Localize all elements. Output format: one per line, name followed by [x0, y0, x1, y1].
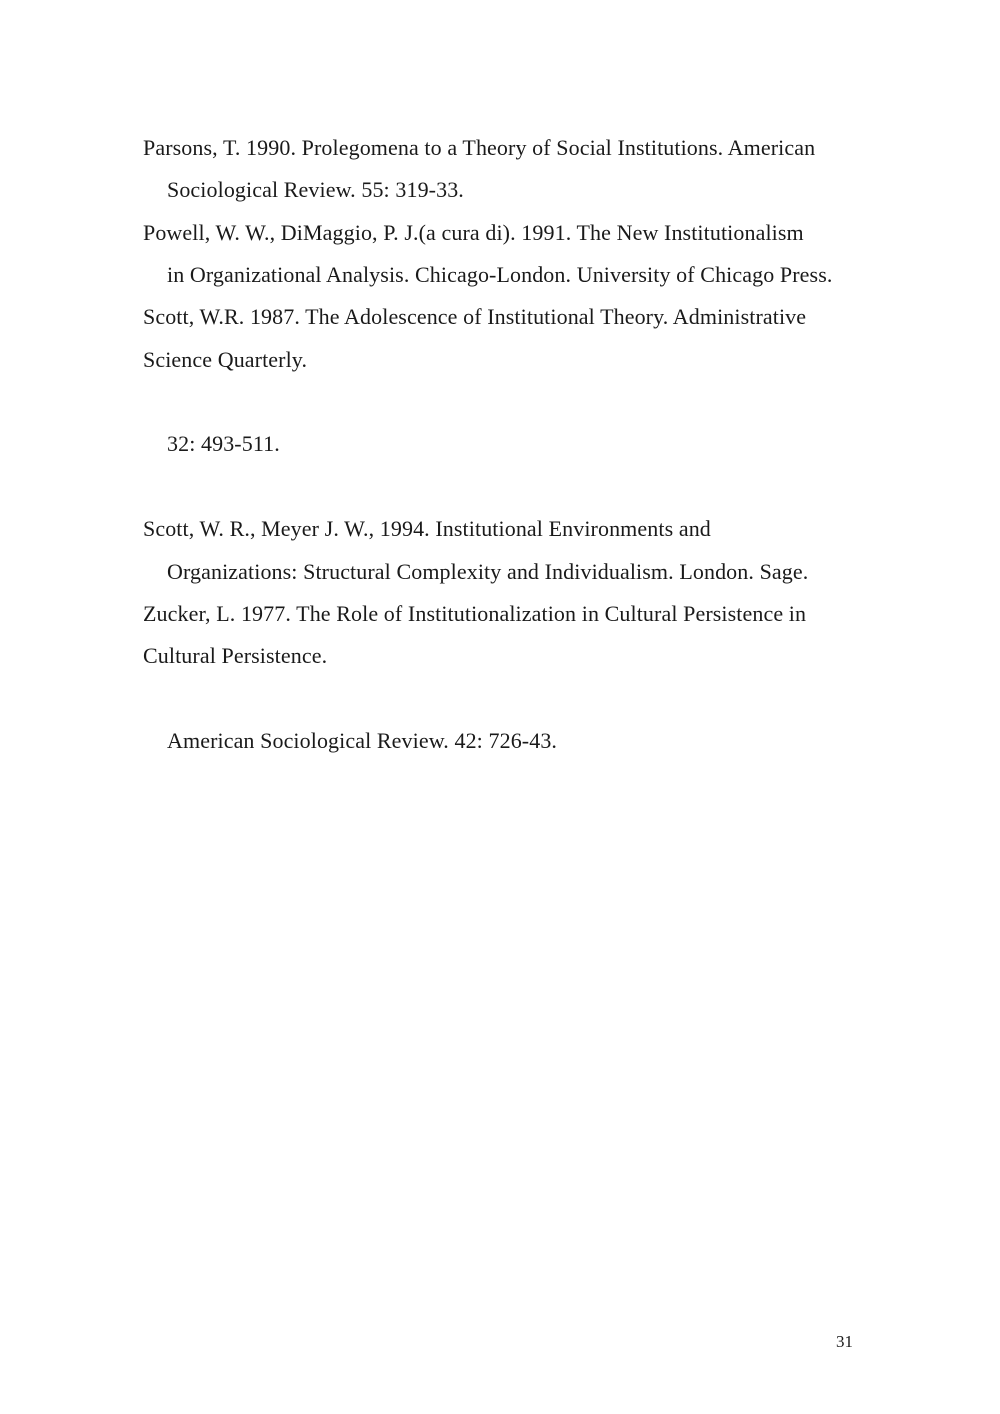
- reference-scott-1987-line-3: 32: 493-511.: [167, 431, 280, 456]
- reference-scott-1987-line-2: Science Quarterly.: [143, 347, 308, 372]
- reference-parsons-line-2: Sociological Review. 55: 319-33.: [167, 177, 464, 202]
- reference-zucker-line-3: American Sociological Review. 42: 726-43.: [167, 728, 558, 753]
- reference-parsons-line-1: Parsons, T. 1990. Prolegomena to a Theory of Social Institutions. American: [143, 135, 816, 160]
- reference-scott-1987-line-1: Scott, W.R. 1987. The Adolescence of Institutional Theory. Administrative: [143, 304, 807, 329]
- reference-zucker-line-1: Zucker, L. 1977. The Role of Institutionalization in Cultural Persistence in: [143, 601, 807, 626]
- reference-scott-1994-line-2: Organizations: Structural Complexity and Individualism. London. Sage.: [167, 559, 809, 584]
- reference-powell-line-2: in Organizational Analysis. Chicago-London. University of Chicago Press.: [167, 262, 833, 287]
- reference-scott-1994-line-1: Scott, W. R., Meyer J. W., 1994. Institutional Environments and: [143, 516, 711, 541]
- reference-zucker-line-2: Cultural Persistence.: [143, 643, 328, 668]
- page-number: 31: [836, 1332, 853, 1351]
- reference-powell-line-1: Powell, W. W., DiMaggio, P. J.(a cura di). 1991. The New Institutionalism: [143, 220, 804, 245]
